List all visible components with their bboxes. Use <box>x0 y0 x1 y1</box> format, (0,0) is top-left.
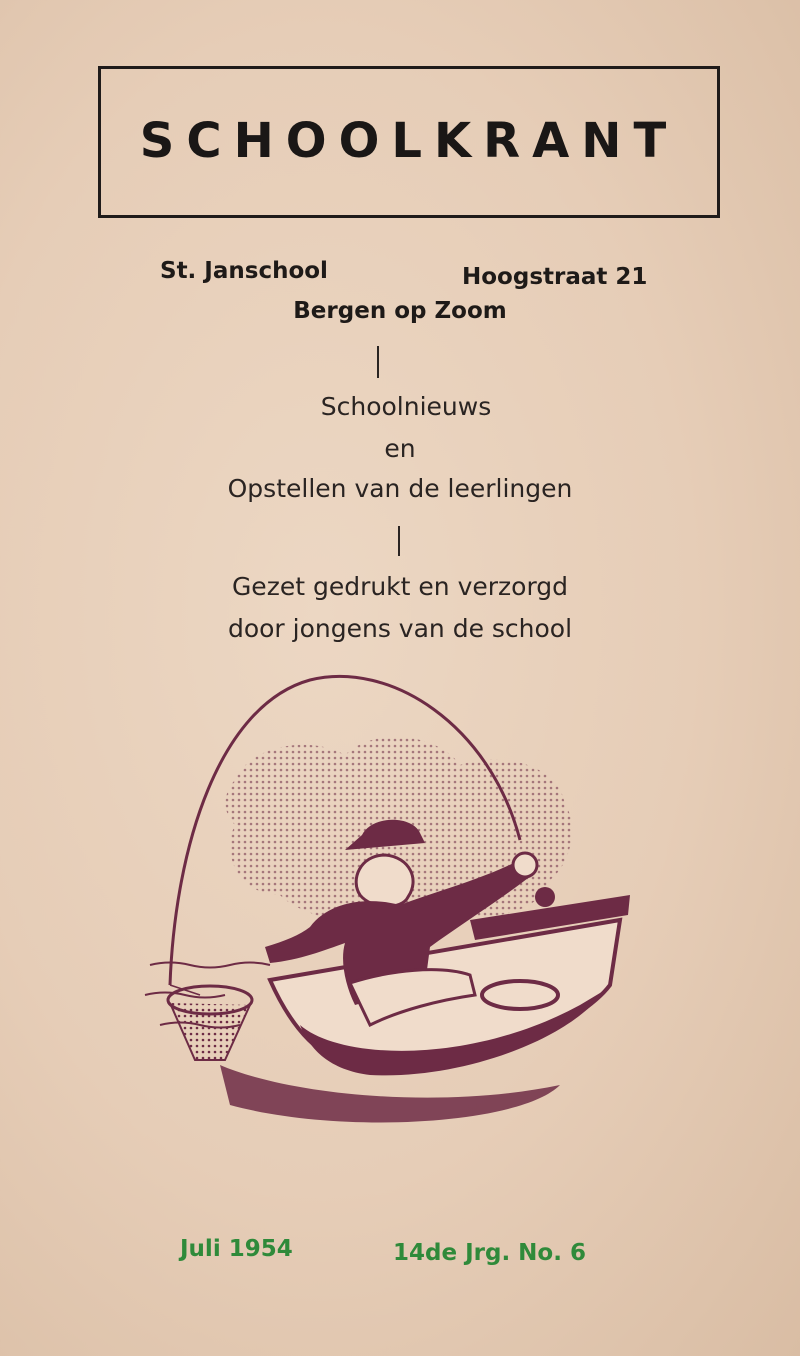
divider-middle <box>398 526 400 556</box>
divider-top <box>377 346 379 378</box>
school-address: Hoogstraat 21 <box>462 264 648 290</box>
subtitle-line-3: Opstellen van de leerlingen <box>227 474 573 503</box>
credits-line-1: Gezet gedrukt en verzorgd <box>231 572 569 601</box>
fisherman-in-boat-illustration <box>140 665 640 1165</box>
school-name: St. Janschool <box>160 258 328 284</box>
issue-date: Juli 1954 <box>180 1236 293 1262</box>
masthead-title: SCHOOLKRANT <box>139 113 679 169</box>
issue-number: 14de Jrg. No. 6 <box>393 1240 586 1266</box>
masthead-box <box>98 66 720 218</box>
credits-line-2: door jongens van de school <box>227 614 573 643</box>
subtitle-line-1: Schoolnieuws <box>320 392 492 421</box>
subtitle-line-2: en <box>384 434 416 463</box>
school-city: Bergen op Zoom <box>293 298 507 324</box>
